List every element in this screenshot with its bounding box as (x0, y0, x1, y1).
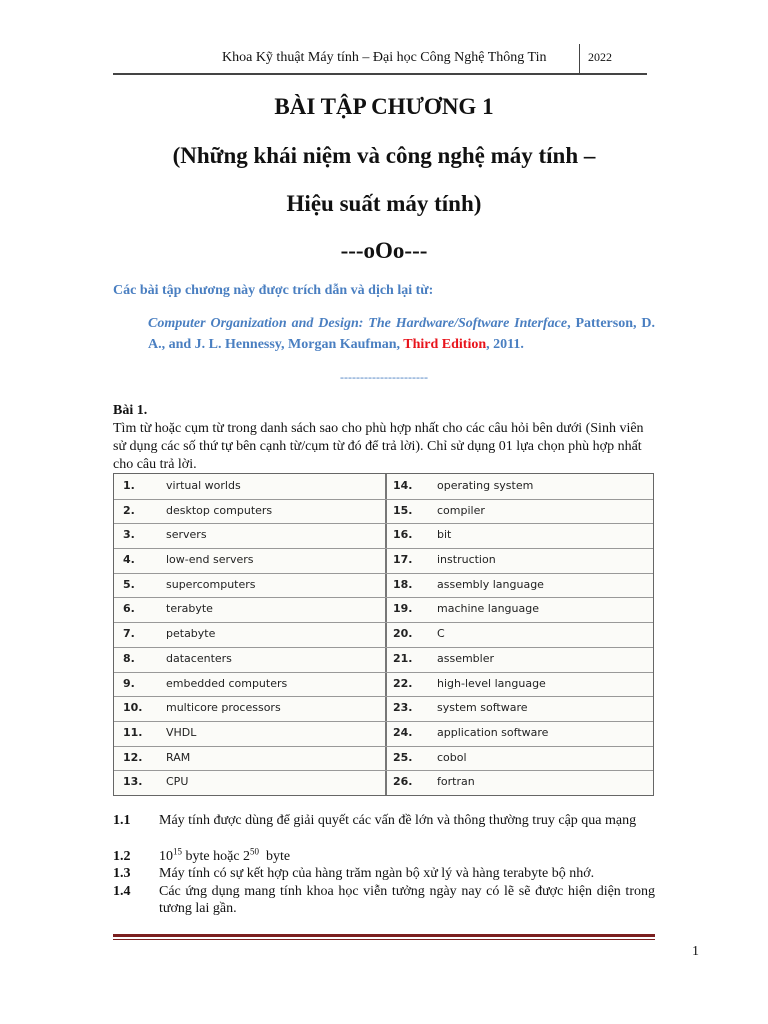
term-number: 13. (123, 775, 143, 789)
table-row (114, 523, 653, 549)
term-label: cobol (437, 750, 467, 764)
term-label: assembly language (437, 577, 544, 591)
term-label: petabyte (166, 627, 216, 641)
term-number: 14. (393, 479, 413, 492)
table-row (114, 548, 653, 574)
term-label: RAM (166, 750, 191, 764)
title-ornament: ---oOo--- (340, 238, 428, 263)
question-number: 1.1 (113, 813, 131, 828)
question-text-middle: byte hoặc 2 (182, 849, 251, 864)
question-text-tail: byte (259, 849, 291, 864)
page-subtitle-line1: (Những khái niệm và công nghệ máy tính – (172, 143, 596, 168)
term-label: multicore processors (166, 701, 281, 715)
term-label: embedded computers (166, 676, 288, 690)
term-number: 5. (123, 577, 135, 591)
term-number: 7. (123, 627, 135, 641)
term-label: fortran (437, 775, 475, 789)
question-1-1 (113, 812, 655, 829)
term-number: 22. (393, 676, 413, 690)
table-row (114, 597, 653, 623)
question-number: 1.3 (113, 866, 131, 881)
term-number: 1. (123, 479, 135, 492)
term-label: application software (437, 725, 549, 739)
term-label: high-level language (437, 676, 546, 690)
table-row (114, 696, 653, 722)
term-number: 12. (123, 750, 143, 764)
citation (148, 313, 655, 355)
term-number: 2. (123, 503, 135, 517)
term-number: 4. (123, 553, 135, 567)
table-row (114, 474, 653, 500)
term-number: 8. (123, 651, 135, 665)
header-divider (579, 44, 580, 74)
term-number: 11. (123, 725, 143, 739)
term-number: 10. (123, 701, 143, 715)
term-number: 17. (393, 553, 413, 567)
term-number: 26. (393, 775, 413, 789)
term-label: C (437, 627, 445, 641)
citation-comma: , (567, 316, 576, 331)
term-number: 20. (393, 627, 413, 641)
citation-edition: Third Edition (403, 337, 487, 352)
question-1-2 (113, 848, 655, 865)
question-text: Máy tính được dùng để giải quyết các vấn đề lớn và thông thường truy cập qua mạng (159, 813, 637, 828)
term-number: 19. (393, 602, 413, 616)
term-label: operating system (437, 479, 534, 492)
question-text (159, 848, 655, 865)
power-base-ten: 10 (159, 849, 173, 864)
table-row (114, 647, 653, 673)
page-number: 1 (692, 944, 699, 959)
page-title: BÀI TẬP CHƯƠNG 1 (274, 94, 494, 119)
table-row (114, 499, 653, 525)
citation-book-title: Computer Organization and Design: The Hardware/Software Interface (148, 316, 568, 331)
table-row (114, 721, 653, 747)
term-number: 21. (393, 651, 413, 665)
footer-rule-thin (113, 939, 655, 940)
question-number: 1.4 (113, 884, 131, 899)
table-row (114, 622, 653, 648)
term-label: terabyte (166, 602, 213, 616)
question-text: Các ứng dụng mang tính khoa học viễn tưởng ngày nay có lẽ sẽ được hiện diện trong tương lai gần. (159, 884, 655, 916)
exercise-title: Bài 1. (113, 403, 148, 418)
exercise-instructions: Tìm từ hoặc cụm từ trong danh sách sao cho phù hợp nhất cho các câu hỏi bên dưới (Sinh viên sử dụng các số thứ tự bên cạnh từ/cụm từ đó để trả lời). Chỉ sử dụng 01 lựa chọn phù hợp nhất cho câu trả lời. (113, 421, 644, 472)
exponent-50: 50 (250, 846, 260, 857)
question-1-3 (113, 865, 655, 882)
header-rule (113, 73, 647, 75)
table-row (114, 573, 653, 599)
term-label: CPU (166, 775, 189, 789)
footer-rule (113, 934, 655, 937)
term-number: 24. (393, 725, 413, 739)
term-label: low-end servers (166, 553, 254, 567)
question-1-4 (113, 883, 655, 917)
page-subtitle-line2: Hiệu suất máy tính) (286, 191, 482, 216)
term-number: 18. (393, 577, 413, 591)
term-number: 15. (393, 503, 413, 517)
term-label: assembler (437, 651, 495, 665)
term-label: supercomputers (166, 577, 256, 591)
header-year: 2022 (588, 50, 612, 64)
term-number: 16. (393, 528, 413, 542)
term-label: VHDL (166, 725, 197, 739)
term-label: instruction (437, 553, 496, 567)
question-text: Máy tính có sự kết hợp của hàng trăm ngàn bộ xử lý và hàng terabyte bộ nhớ. (159, 866, 595, 881)
source-note: Các bài tập chương này được trích dẫn và dịch lại từ: (113, 283, 434, 298)
term-label: bit (437, 528, 452, 542)
running-header: Khoa Kỹ thuật Máy tính – Đại học Công Nghệ Thông Tin (222, 50, 547, 65)
term-label: virtual worlds (166, 479, 241, 492)
exponent-15: 15 (173, 846, 182, 857)
term-label: machine language (437, 602, 539, 616)
table-row (114, 672, 653, 698)
citation-authors: Patterson, D. A., and J. L. Hennessy, Morgan Kaufman, (148, 316, 656, 352)
term-table (113, 473, 654, 796)
term-number: 23. (393, 701, 413, 715)
term-number: 6. (123, 602, 135, 616)
term-label: servers (166, 528, 207, 542)
question-number: 1.2 (113, 849, 131, 864)
citation-year: , 2011. (486, 337, 524, 352)
term-number: 25. (393, 750, 413, 764)
term-number: 9. (123, 676, 135, 690)
term-label: desktop computers (166, 503, 273, 517)
section-separator: ---------------------- (340, 370, 428, 384)
term-label: system software (437, 701, 528, 715)
table-row (114, 746, 653, 772)
term-label: compiler (437, 503, 485, 517)
term-label: datacenters (166, 651, 232, 665)
term-number: 3. (123, 528, 135, 542)
table-row (114, 770, 653, 795)
